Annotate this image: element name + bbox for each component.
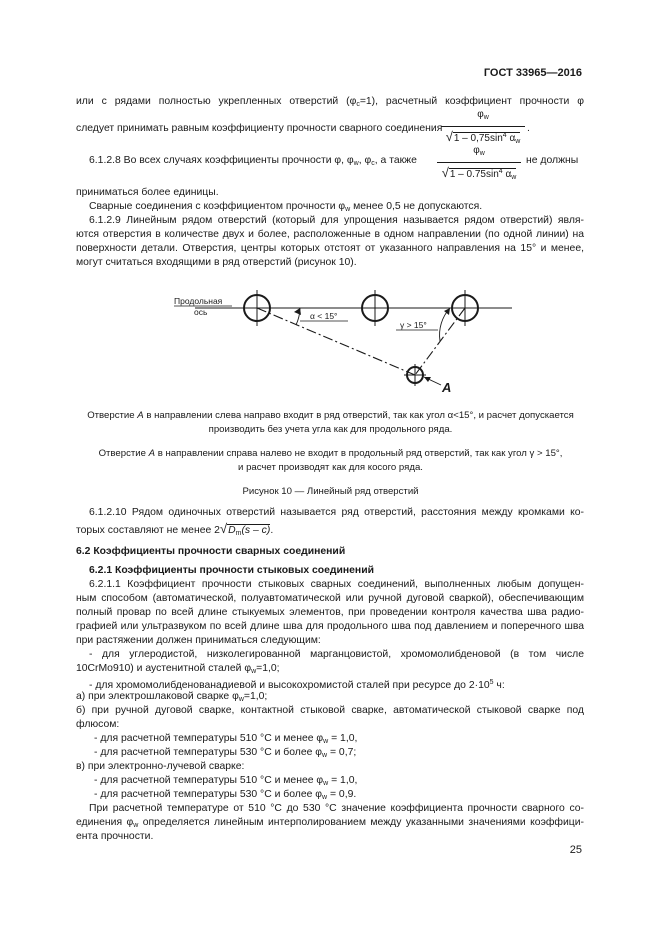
list-item: а) при электрошлаковой сварке $\varphi_w=1,0$; [76, 691, 268, 703]
text-line: следует принимать равным коэффициенту прочности сварного соединения [76, 123, 443, 134]
text-line: при растяжении должен приниматься следующим: [76, 635, 321, 646]
text-line: могут считаться входящими в ряд отверстий (рисунок 10). [76, 257, 357, 268]
list-item: - для расчетной температуры 530 °C и более $\varphi_w = 0,7$; [94, 747, 357, 759]
text-line: графией или ультразвуком по всей длине шва для продольного шва под давлением и поперечного шва [76, 621, 584, 632]
text-line: 6.1.2.9 Линейным рядом отверстий (который для упрощения называется рядом отверстий) явля- [89, 215, 584, 226]
arrowhead [294, 308, 301, 315]
text-line: Сварные соединения с коэффициентом прочности $\varphi_w$ менее 0,5 не допускаются. [89, 201, 483, 213]
list-item: 10CrMo910) и аустенитной сталей $\varphi_w=1,0$; [76, 663, 280, 675]
subsection-heading: 6.2.1 Коэффициенты прочности стыковых соединений [89, 565, 374, 576]
text-line: полный провар по всей длине стыкуемых элементов, при проведении контроля качества шва радио- [76, 607, 584, 618]
list-item: в) при электронно-лучевой сварке: [76, 761, 245, 772]
hole-a-label: A [442, 380, 452, 395]
list-item: - для расчетной температуры 510 °C и менее $\varphi_w = 1,0$, [94, 775, 358, 787]
text-line: ются отверстия в количестве двух и более, расположенные в одном направлении (по одной линии) на [76, 229, 584, 240]
text-line: ным способом (автоматической, полуавтоматической или ручной дуговой сваркой), обеспечивающим [76, 593, 584, 604]
linear-hole-row-figure [160, 285, 520, 395]
list-item: флюсом: [76, 719, 120, 730]
axis-label: Продольная [174, 296, 223, 306]
list-item: - для хромомолибденованадиевой и высокохромистой сталей при ресурсе до $2\cdot 10^5$ ч: [89, 679, 505, 691]
min-spacing-formula: $2√D_m(s - c)$ [214, 521, 271, 537]
text-line: приниматься более единицы. [76, 187, 219, 198]
figure-note: и расчет производят как для косого ряда. [238, 462, 423, 473]
text-line: ента прочности. [76, 831, 154, 842]
weld-factor-fraction: $\varphi_w$ $√1 - 0,75\sin^4$ $\alpha_w$ [441, 108, 525, 149]
hole-a [404, 364, 426, 386]
standard-number: ГОСТ 33965—2016 [483, 67, 582, 79]
weld-factor-fraction: $\varphi_w$ $√1 - 0.75\sin^4$ $\alpha_w$ [437, 144, 521, 185]
text-line: не должны [526, 155, 579, 166]
text-line: 6.1.2.8 Во всех случаях коэффициенты прочности φ, $\varphi_w$, $\varphi_c$, а также [89, 155, 417, 167]
text-line: или с рядами полностью укрепленных отверстий $(\varphi_c=1)$, расчетный коэффициент прочности φ [76, 96, 584, 108]
text-line: единения $\varphi_w$ определяется линейным интерполированием между указанными значениями коэффици- [76, 817, 585, 829]
list-item: б) при ручной дуговой сварке, контактной стыковой сварке, автоматической стыковой сварке под [76, 705, 584, 716]
text-line: торых составляют не менее $2√D_m(s - c)$. [76, 521, 274, 537]
figure-note: Отверстие A в направлении справа налево не входит в продольный ряд отверстий, так как угол γ > 15°, [98, 448, 563, 459]
angle-gamma-label: γ > 15° [400, 320, 427, 330]
list-item: - для расчетной температуры 510 °C и менее $\varphi_w = 1,0$, [94, 733, 358, 745]
figure-note: Отверстие A в направлении слева направо входит в ряд отверстий, так как угол α<15°, и расчет допускается [87, 410, 574, 421]
figure-note: производить без учета угла как для продольного ряда. [208, 424, 453, 435]
text-line: При расчетной температуре от 510 °С до 530 °С значение коэффициента прочности сварного со- [89, 803, 584, 814]
text-line: поверхности детали. Отверстия, центры которых отстоят от указанного направления на 15° и менее, [76, 243, 584, 254]
list-item: - для расчетной температуры 530 °C и более $\varphi_w = 0,9$. [94, 789, 357, 801]
angle-alpha-label: α < 15° [310, 311, 338, 321]
text-line: 6.1.2.10 Рядом одиночных отверстий называется ряд отверстий, расстояния между кромками ко- [89, 507, 584, 518]
section-heading: 6.2 Коэффициенты прочности сварных соединений [76, 546, 346, 557]
list-item: - для углеродистой, низколегированной марганцовистой, хромомолибденовой (в том числе [89, 649, 584, 660]
figure-title: Рисунок 10 — Линейный ряд отверстий [242, 486, 419, 497]
page-number: 25 [569, 844, 582, 856]
text-line: 6.2.1.1 Коэффициент прочности стыковых сварных соединений, выполненных любым допущен- [89, 579, 584, 590]
text-period: . [527, 123, 530, 134]
axis-label: ось [194, 307, 208, 317]
